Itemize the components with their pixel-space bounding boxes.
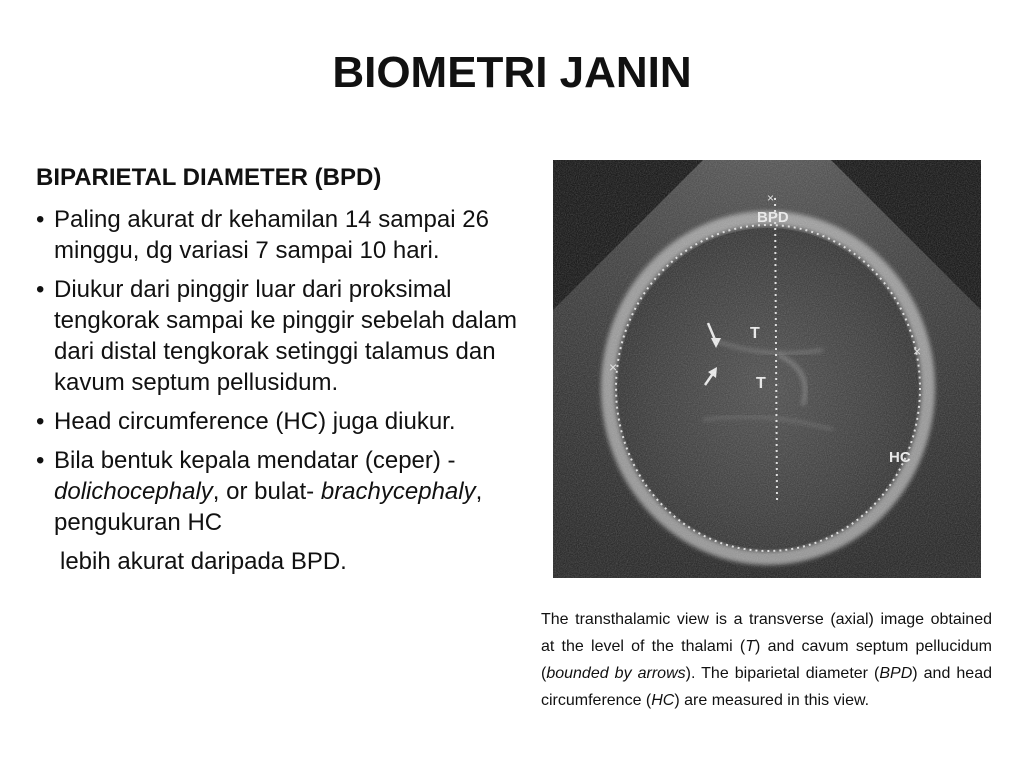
bullet-item: • Diukur dari pinggir luar dari proksimal tengkorak sampai ke pinggir sebelah dalam dari distal tengkorak setinggi talamus dan kavum septum pellusidum. [36, 274, 526, 398]
figure-caption [541, 606, 992, 714]
caption-italic: HC [651, 692, 675, 709]
section-heading: BIPARIETAL DIAMETER (BPD) [36, 164, 382, 191]
caption-text: ) and cavum septum pellucidum ( [541, 638, 992, 682]
caption-text: ) are measured in this view. [674, 692, 870, 709]
caption-text: ). The biparietal diameter ( [685, 665, 880, 682]
slide-title: BIOMETRI JANIN [332, 48, 692, 97]
bullet-list [36, 204, 526, 538]
ultrasound-image [553, 160, 981, 578]
bullet4-text-1: Bila bentuk kepala mendatar (ceper) - [54, 447, 456, 474]
ultrasound-svg [553, 160, 981, 578]
bullet-item: • Paling akurat dr kehamilan 14 sampai 26 minggu, dg variasi 7 sampai 10 hari. [36, 204, 526, 266]
caption-italic: BPD [879, 665, 913, 682]
bullet4-italic-brachycephaly: brachycephaly [320, 478, 476, 505]
text-content [36, 158, 526, 577]
caption-text: ) and head circumference ( [541, 665, 992, 709]
continuation-line: lebih akurat daripada BPD. [60, 548, 347, 575]
bullet4-italic-dolichocephaly: dolichocephaly [54, 478, 213, 505]
caption-italic: T [745, 638, 756, 655]
bullet-item: • Head circumference (HC) juga diukur. [36, 406, 526, 437]
bullet-item [36, 445, 526, 538]
speckle-overlay [553, 160, 981, 578]
bullet4-text-2: , or bulat- [212, 478, 315, 505]
bullet4-text-3: , pengukuran HC [54, 478, 483, 536]
caption-text: The transthalamic view is a transverse (axial) image obtained at the level of the thalami ( [541, 611, 992, 655]
caption-italic: bounded by arrows [546, 665, 686, 682]
